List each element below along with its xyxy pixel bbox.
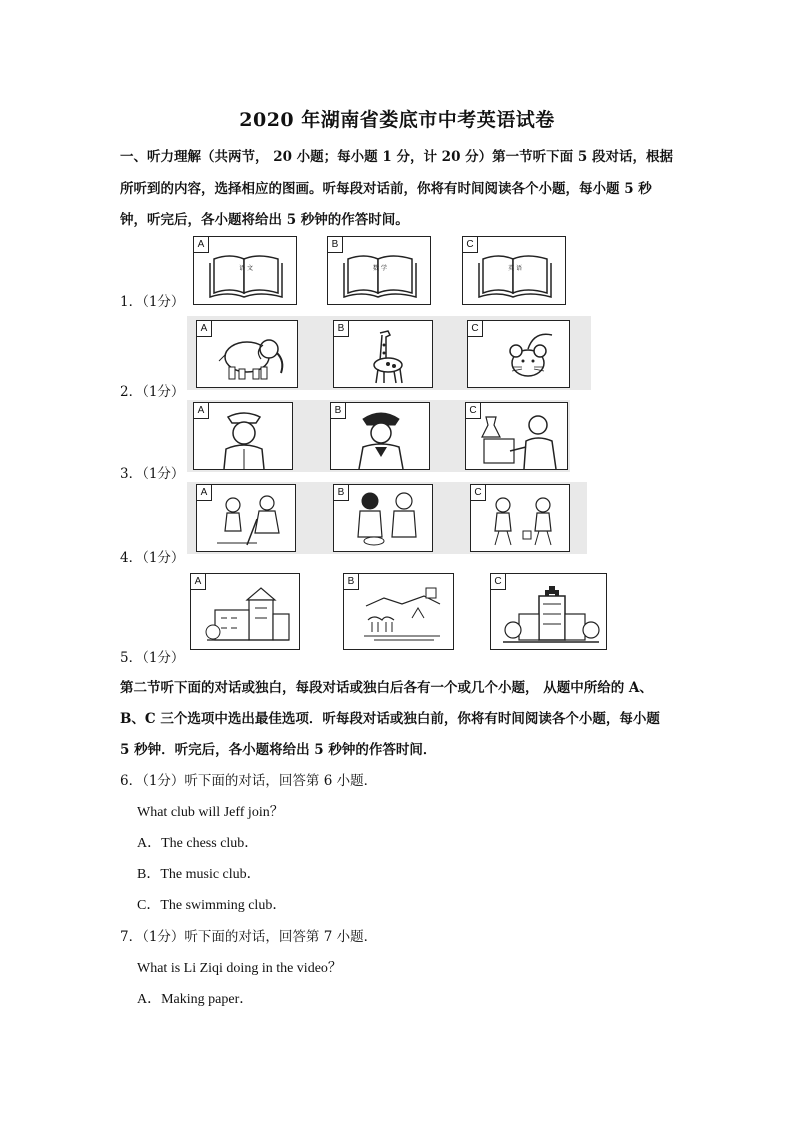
- q1-option-c[interactable]: [462, 236, 566, 305]
- q3-option-b-letter: B: [331, 403, 346, 419]
- q5-option-b-letter: B: [344, 574, 359, 590]
- q4-option-a[interactable]: [196, 484, 296, 552]
- q5-label: 5．（1分）: [120, 650, 185, 666]
- children-planting-icon: [471, 485, 571, 553]
- children-sweeping-icon: [197, 485, 297, 553]
- q6-option-a[interactable]: A．The chess club．: [137, 836, 259, 851]
- q4-option-c-letter: C: [471, 485, 486, 501]
- q4-option-a-letter: A: [197, 485, 212, 501]
- q6-option-c[interactable]: C．The swimming club．: [137, 898, 287, 913]
- q4-label: 4．（1分）: [120, 550, 185, 566]
- q1-c-book-title: 英 语: [508, 265, 522, 272]
- q7-question: What is Li Ziqi doing in the video？: [137, 961, 342, 976]
- q1-option-a[interactable]: [193, 236, 297, 305]
- q2-option-c-letter: C: [468, 321, 483, 337]
- q6-question: What club will Jeff join？: [137, 805, 284, 820]
- q7-option-a[interactable]: A．Making paper．: [137, 992, 254, 1007]
- q1-option-b-letter: B: [328, 237, 343, 253]
- q3-option-a[interactable]: [193, 402, 293, 470]
- q2-option-b[interactable]: [333, 320, 433, 388]
- giraffe-icon: [334, 321, 434, 389]
- q5-option-a-letter: A: [191, 574, 206, 590]
- q6-option-b[interactable]: B．The music club．: [137, 867, 261, 882]
- q2-label: 2．（1分）: [120, 384, 185, 400]
- q3-option-c-letter: C: [466, 403, 481, 419]
- q5-option-c-letter: C: [491, 574, 506, 590]
- q2-option-a-letter: A: [197, 321, 212, 337]
- section2-line2: B、C 三个选项中选出最佳选项．听每段对话或独白前，你将有时间阅读各个小题，每小题: [120, 711, 660, 727]
- exam-title: 2020 年湖南省娄底市中考英语试卷: [239, 109, 555, 131]
- section2-line3: 5 秒钟．听完后，各小题将给出 5 秒钟的作答时间．: [120, 742, 437, 758]
- q4-option-c[interactable]: [470, 484, 570, 552]
- nurse-icon: [194, 403, 294, 471]
- q5-option-b[interactable]: [343, 573, 454, 650]
- section1-line2: 所听到的内容，选择相应的图画。听每段对话前，你将有时间阅读各个小题，每小题 5 秒: [120, 181, 652, 197]
- hospital-icon: [491, 574, 608, 651]
- q6-stem: 6．（1分）听下面的对话，回答第 6 小题．: [120, 773, 378, 789]
- q5-option-a[interactable]: [190, 573, 300, 650]
- elephant-icon: [197, 321, 299, 389]
- q1-a-book-title: 语 文: [239, 265, 253, 272]
- q4-option-b-letter: B: [334, 485, 349, 501]
- q4-option-b[interactable]: [333, 484, 433, 552]
- q2-option-a[interactable]: [196, 320, 298, 388]
- q1-option-a-letter: A: [194, 237, 209, 253]
- children-cooking-icon: [334, 485, 434, 553]
- q3-option-a-letter: A: [194, 403, 209, 419]
- q3-option-c[interactable]: [465, 402, 568, 470]
- section1-line3: 钟，听完后，各小题将给出 5 秒钟的作答时间。: [120, 212, 409, 228]
- q2-option-c[interactable]: [467, 320, 570, 388]
- section1-line1: 一、听力理解（共两节， 20 小题；每小题 1 分，计 20 分）第一节听下面 5 段对话，根据: [120, 149, 673, 165]
- police-officer-icon: [331, 403, 431, 471]
- q5-option-c[interactable]: [490, 573, 607, 650]
- q2-option-b-letter: B: [334, 321, 349, 337]
- school-building-icon: [191, 574, 301, 651]
- q1-b-book-title: 数 学: [373, 265, 387, 272]
- farm-icon: [344, 574, 455, 651]
- q1-option-c-letter: C: [463, 237, 478, 253]
- section2-line1: 第二节听下面的对话或独白，每段对话或独白后各有一个或几个小题， 从题中所给的 A、: [120, 680, 653, 696]
- q1-label: 1．（1分）: [120, 294, 185, 310]
- q3-label: 3．（1分）: [120, 466, 185, 482]
- q3-option-b[interactable]: [330, 402, 430, 470]
- q7-stem: 7．（1分）听下面的对话，回答第 7 小题．: [120, 929, 378, 945]
- scientist-icon: [466, 403, 569, 471]
- q1-option-b[interactable]: [327, 236, 431, 305]
- mouse-icon: [468, 321, 571, 389]
